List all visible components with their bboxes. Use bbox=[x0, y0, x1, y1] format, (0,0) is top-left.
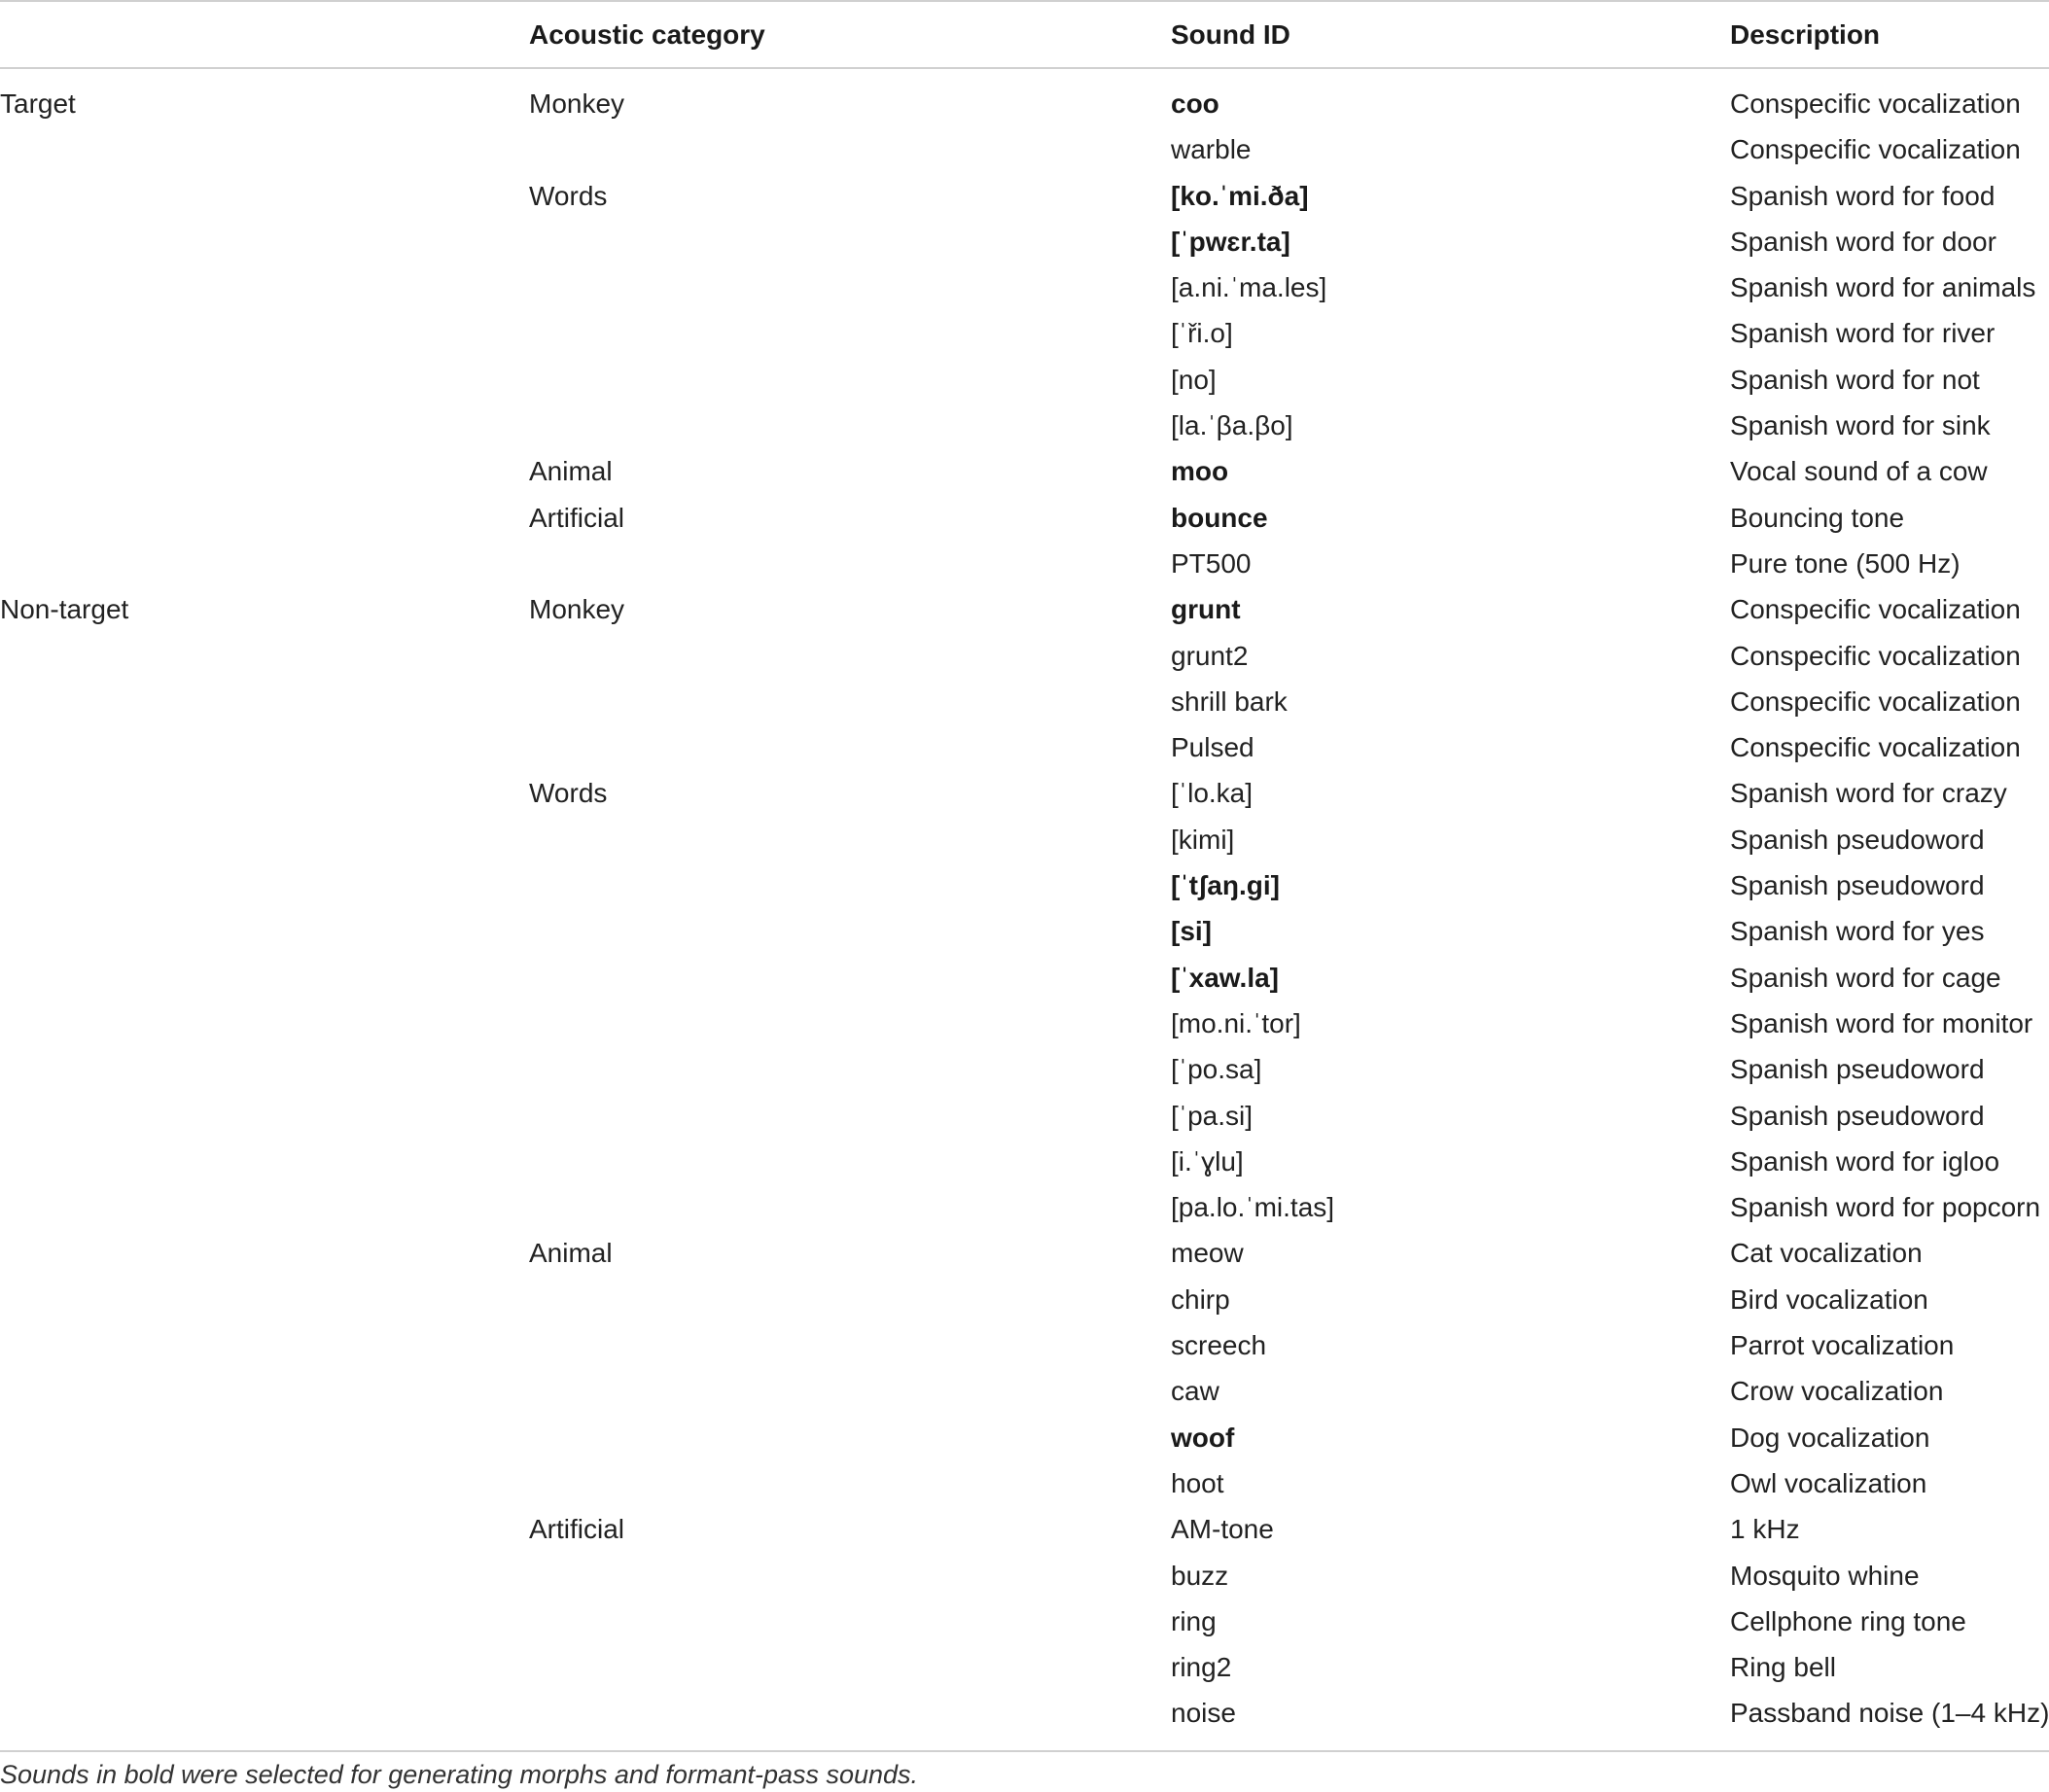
cell-sound-id: bounce bbox=[1171, 502, 1268, 533]
cell-sound-id: PT500 bbox=[1171, 547, 1252, 579]
cell-sound-id: AM-tone bbox=[1171, 1514, 1274, 1545]
cell-sound-id: hoot bbox=[1171, 1467, 1224, 1498]
cell-sound-id: [la.ˈβa.βo] bbox=[1171, 410, 1293, 441]
table-row bbox=[0, 311, 2049, 357]
table-row bbox=[0, 818, 2049, 863]
cell-acoustic-category: Animal bbox=[529, 456, 613, 487]
cell-acoustic-category: Monkey bbox=[529, 88, 625, 119]
cell-group: Target bbox=[0, 88, 76, 119]
cell-sound-id: [ˈpwɛr.ta] bbox=[1171, 226, 1290, 257]
cell-description: Vocal sound of a cow bbox=[1730, 456, 1988, 487]
table-row bbox=[0, 1461, 2049, 1507]
table-row bbox=[0, 956, 2049, 1001]
cell-description: Spanish pseudoword bbox=[1730, 1100, 1985, 1131]
table-row bbox=[0, 680, 2049, 725]
table-row bbox=[0, 265, 2049, 311]
table-row bbox=[0, 1599, 2049, 1645]
cell-acoustic-category: Artificial bbox=[529, 502, 625, 533]
table-row bbox=[0, 863, 2049, 909]
cell-group: Non-target bbox=[0, 594, 129, 625]
cell-description: Conspecific vocalization bbox=[1730, 88, 2021, 119]
table-row bbox=[0, 127, 2049, 173]
cell-description: Spanish word for river bbox=[1730, 318, 1996, 349]
cell-description: Mosquito whine bbox=[1730, 1560, 1920, 1591]
table-row bbox=[0, 1047, 2049, 1093]
table-bottom-rule bbox=[0, 1750, 2049, 1752]
cell-description: Conspecific vocalization bbox=[1730, 594, 2021, 625]
table-row bbox=[0, 220, 2049, 265]
table-row bbox=[0, 82, 2049, 127]
cell-description: Conspecific vocalization bbox=[1730, 732, 2021, 763]
cell-acoustic-category: Monkey bbox=[529, 594, 625, 625]
cell-sound-id: [i.ˈɣlu] bbox=[1171, 1145, 1244, 1177]
table-row bbox=[0, 587, 2049, 633]
cell-sound-id: caw bbox=[1171, 1376, 1219, 1407]
cell-description: Bird vocalization bbox=[1730, 1283, 1928, 1315]
cell-description: Pure tone (500 Hz) bbox=[1730, 547, 1961, 579]
cell-description: Spanish pseudoword bbox=[1730, 824, 1985, 855]
cell-description: Owl vocalization bbox=[1730, 1467, 1927, 1498]
table-header-row bbox=[0, 0, 2049, 68]
cell-sound-id: [ˈři.o] bbox=[1171, 318, 1233, 349]
table-row bbox=[0, 1369, 2049, 1415]
cell-description: Spanish word for cage bbox=[1730, 962, 2001, 993]
cell-sound-id: warble bbox=[1171, 134, 1252, 165]
cell-sound-id: chirp bbox=[1171, 1283, 1230, 1315]
cell-acoustic-category: Words bbox=[529, 180, 608, 211]
cell-sound-id: [ˈpa.si] bbox=[1171, 1100, 1254, 1131]
table-row bbox=[0, 771, 2049, 817]
cell-description: Spanish pseudoword bbox=[1730, 870, 1985, 901]
cell-description: Conspecific vocalization bbox=[1730, 685, 2021, 717]
cell-sound-id: [ˈtʃaŋ.gi] bbox=[1171, 870, 1280, 901]
cell-description: Ring bell bbox=[1730, 1652, 1836, 1683]
table-row bbox=[0, 449, 2049, 495]
cell-description: Spanish pseudoword bbox=[1730, 1054, 1985, 1085]
cell-sound-id: ring bbox=[1171, 1605, 1217, 1636]
cell-description: Cellphone ring tone bbox=[1730, 1605, 1966, 1636]
cell-acoustic-category: Animal bbox=[529, 1238, 613, 1269]
cell-description: Crow vocalization bbox=[1730, 1376, 1944, 1407]
table-row bbox=[0, 634, 2049, 680]
cell-sound-id: screech bbox=[1171, 1330, 1267, 1361]
cell-description: Spanish word for crazy bbox=[1730, 778, 2007, 809]
table-row bbox=[0, 1231, 2049, 1277]
table-row bbox=[0, 542, 2049, 587]
cell-sound-id: [no] bbox=[1171, 364, 1217, 395]
header-description: Description bbox=[1730, 19, 1881, 50]
table-row bbox=[0, 1278, 2049, 1323]
table-row bbox=[0, 1185, 2049, 1231]
table-row bbox=[0, 1691, 2049, 1737]
cell-description: Dog vocalization bbox=[1730, 1422, 1930, 1453]
header-sound-id: Sound ID bbox=[1171, 19, 1290, 50]
table-row bbox=[0, 1554, 2049, 1599]
cell-description: Conspecific vocalization bbox=[1730, 134, 2021, 165]
table-row bbox=[0, 1416, 2049, 1461]
cell-acoustic-category: Artificial bbox=[529, 1514, 625, 1545]
cell-sound-id: buzz bbox=[1171, 1560, 1229, 1591]
table-row bbox=[0, 174, 2049, 220]
cell-description: Spanish word for popcorn bbox=[1730, 1192, 2041, 1223]
cell-sound-id: grunt bbox=[1171, 594, 1241, 625]
cell-description: Spanish word for sink bbox=[1730, 410, 1991, 441]
table-header-rule bbox=[0, 67, 2049, 69]
table-row bbox=[0, 909, 2049, 955]
cell-sound-id: noise bbox=[1171, 1698, 1236, 1729]
cell-description: Passband noise (1–4 kHz) bbox=[1730, 1698, 2049, 1729]
table-row bbox=[0, 1140, 2049, 1185]
cell-sound-id: [mo.ni.ˈtor] bbox=[1171, 1007, 1301, 1038]
table-footnote: Sounds in bold were selected for generating morphs and formant-pass sounds. bbox=[0, 1760, 919, 1789]
cell-description: Conspecific vocalization bbox=[1730, 640, 2021, 671]
table-row bbox=[0, 496, 2049, 542]
table-row bbox=[0, 358, 2049, 404]
cell-sound-id: [ˈlo.ka] bbox=[1171, 778, 1254, 809]
cell-sound-id: Pulsed bbox=[1171, 732, 1254, 763]
table-row bbox=[0, 725, 2049, 771]
cell-description: Parrot vocalization bbox=[1730, 1330, 1955, 1361]
cell-sound-id: [ˈpo.sa] bbox=[1171, 1054, 1262, 1085]
cell-sound-id: coo bbox=[1171, 88, 1219, 119]
table-row bbox=[0, 1323, 2049, 1369]
table-row bbox=[0, 1645, 2049, 1691]
cell-sound-id: [pa.lo.ˈmi.tas] bbox=[1171, 1192, 1335, 1223]
cell-description: Spanish word for monitor bbox=[1730, 1007, 2033, 1038]
cell-sound-id: [a.ni.ˈma.les] bbox=[1171, 272, 1327, 303]
cell-sound-id: [ˈxaw.la] bbox=[1171, 962, 1279, 993]
table-row bbox=[0, 1094, 2049, 1140]
cell-sound-id: ring2 bbox=[1171, 1652, 1232, 1683]
cell-description: Spanish word for animals bbox=[1730, 272, 2036, 303]
cell-acoustic-category: Words bbox=[529, 778, 608, 809]
cell-sound-id: [si] bbox=[1171, 916, 1212, 947]
cell-sound-id: meow bbox=[1171, 1238, 1244, 1269]
cell-description: Spanish word for igloo bbox=[1730, 1145, 2000, 1177]
table-row bbox=[0, 404, 2049, 449]
cell-description: 1 kHz bbox=[1730, 1514, 1800, 1545]
cell-description: Bouncing tone bbox=[1730, 502, 1905, 533]
header-acoustic-category: Acoustic category bbox=[529, 19, 765, 50]
table-row bbox=[0, 1001, 2049, 1047]
cell-sound-id: [ko.ˈmi.ða] bbox=[1171, 180, 1309, 211]
cell-description: Cat vocalization bbox=[1730, 1238, 1923, 1269]
cell-description: Spanish word for yes bbox=[1730, 916, 1985, 947]
cell-description: Spanish word for not bbox=[1730, 364, 1980, 395]
cell-sound-id: [kimi] bbox=[1171, 824, 1235, 855]
cell-sound-id: shrill bark bbox=[1171, 685, 1288, 717]
table-row bbox=[0, 1507, 2049, 1553]
cell-sound-id: woof bbox=[1171, 1422, 1235, 1453]
cell-sound-id: moo bbox=[1171, 456, 1229, 487]
table-body bbox=[0, 82, 2049, 1738]
cell-description: Spanish word for door bbox=[1730, 226, 1996, 257]
cell-sound-id: grunt2 bbox=[1171, 640, 1249, 671]
cell-description: Spanish word for food bbox=[1730, 180, 1996, 211]
